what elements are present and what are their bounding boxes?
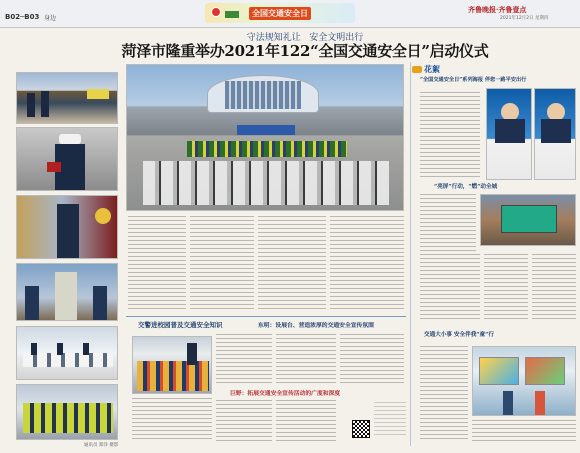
feature1-text [420, 92, 480, 178]
feature2-text [420, 194, 476, 252]
photo-officer-reading [16, 263, 118, 321]
main-ceremony-photo [126, 64, 404, 211]
section3-title: 巨野：拓展交通安全宣传活动的广度和深度 [230, 391, 341, 397]
date-text: 2021年12月2日 星期四 [500, 16, 549, 21]
section3-text-a [216, 400, 272, 442]
right-column-border [410, 62, 411, 446]
photo-led-screen [480, 194, 576, 246]
flower-label: 花絮 [424, 64, 440, 74]
article-text-col-3 [258, 216, 326, 312]
headline-kicker: 守法规知礼让 安全文明出行 [246, 33, 364, 43]
page-label: B02─B03 [5, 13, 40, 21]
road-icon [225, 11, 239, 18]
section3-text-b [276, 400, 336, 442]
feature3-text [420, 346, 468, 440]
section-divider [126, 316, 406, 317]
photo-school-students [132, 336, 212, 394]
qr-code [352, 420, 370, 438]
article-text-col-2 [190, 216, 254, 312]
feature1-title: “全国交通安全日”系列海报 伴您一路平安出行 [420, 77, 527, 83]
section2-title: 东明：设展台、营造浓厚的交通安全宣传氛围 [258, 323, 374, 329]
feature3-text-b [472, 420, 576, 442]
photo-police-emblem [16, 195, 118, 259]
section2-text-a [216, 334, 272, 384]
section1-title: 交警进校园普及交通安全知识 [138, 321, 223, 329]
photo-motorcycle-patrol [16, 326, 118, 380]
poster-officer-1 [486, 88, 532, 180]
article-text-col-4 [330, 216, 404, 312]
section1-text [132, 398, 212, 442]
section3-text-c [374, 402, 406, 438]
traffic-sign-icon [211, 7, 221, 17]
banner-illustration [205, 3, 355, 23]
photo-police-ceremony [16, 72, 118, 124]
section-label: 身边 [44, 15, 57, 22]
article-text-col-1 [128, 216, 186, 312]
photo-children-drawings [472, 346, 576, 416]
feature2-title: “亮屏”行动，“燃”动全城 [434, 184, 498, 190]
flower-label-badge [412, 64, 446, 76]
feature2-text-d [532, 254, 576, 322]
banner-title: 全国交通安全日 [249, 7, 311, 20]
photo-credit: 通讯员 郑洋 摄影 [84, 443, 119, 448]
feature3-title: 交通大小事 安全伴我“童”行 [424, 332, 494, 338]
poster-officer-2 [534, 88, 576, 180]
paper-name: 齐鲁晚报·齐鲁壹点 [468, 5, 527, 14]
headline-title: 菏泽市隆重举办2021年122“全国交通安全日”启动仪式 [121, 42, 489, 60]
car-icon [412, 66, 422, 73]
section2-text-c [340, 334, 404, 384]
feature2-text-b [420, 254, 480, 322]
section2-text-b [276, 334, 336, 384]
photo-police-speaker [16, 127, 118, 191]
feature2-text-c [484, 254, 528, 322]
photo-officers-lineup [16, 384, 118, 440]
